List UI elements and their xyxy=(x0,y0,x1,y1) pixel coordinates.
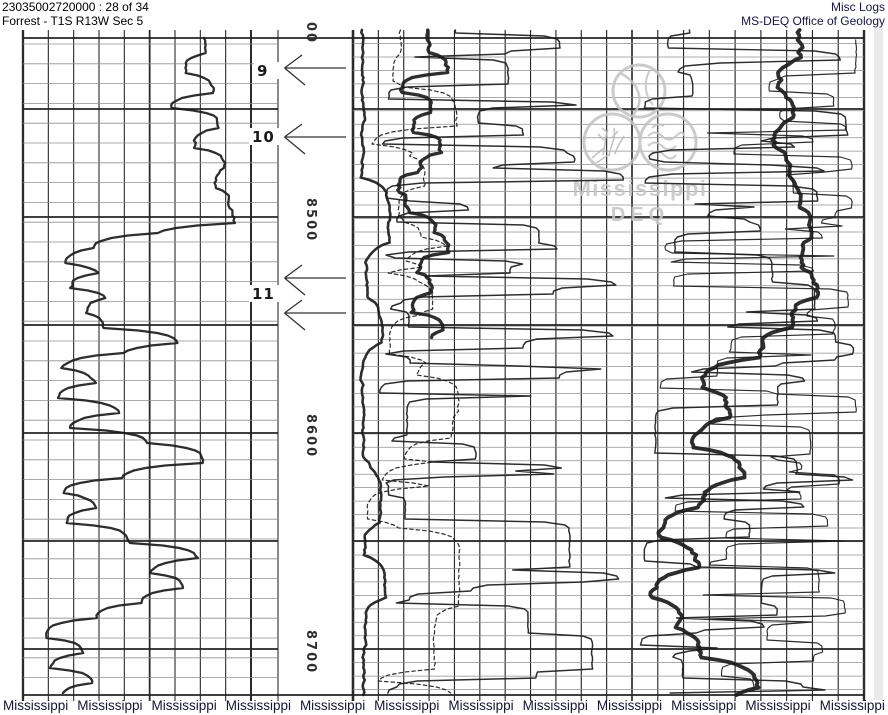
depth-marker-label: 9 xyxy=(257,62,269,80)
footer-watermark-text: Mississippi xyxy=(596,698,663,713)
depth-labels xyxy=(303,22,318,674)
footer-watermark-text: Mississippi xyxy=(299,698,366,713)
depth-label: 8500 xyxy=(303,198,318,243)
agency-label: MS-DEQ Office of Geology xyxy=(741,14,885,28)
footer-watermark-text: Mississippi xyxy=(225,698,291,713)
footer-watermark-row xyxy=(3,698,885,714)
footer-watermark-text: Mississippi xyxy=(3,698,69,713)
watermark-text-mississippi: Mississippi xyxy=(572,176,708,201)
depth-markers xyxy=(249,55,346,330)
depth-marker-label: 10 xyxy=(252,128,275,146)
footer-watermark-text: Mississippi xyxy=(374,698,440,713)
depth-marker-label: 11 xyxy=(252,285,275,303)
well-location-label: Forrest - T1S R13W Sec 5 xyxy=(2,14,144,28)
doc-id-page-label: 23035002720000 : 28 of 34 xyxy=(2,0,149,14)
footer-watermark-text: Mississippi xyxy=(745,698,811,713)
depth-label: 8700 xyxy=(303,630,318,675)
footer-watermark-text: Mississippi xyxy=(151,698,217,713)
collection-label: Misc Logs xyxy=(830,0,885,14)
footer-watermark-text: Mississippi xyxy=(671,698,737,713)
depth-label: 8600 xyxy=(303,414,318,459)
footer-watermark-text: Mississippi xyxy=(77,698,143,713)
watermark-text-deq: DEQ xyxy=(610,204,670,226)
footer-watermark-text: Mississippi xyxy=(522,698,588,713)
depth-label: 00 xyxy=(303,22,318,45)
deq-watermark xyxy=(572,65,707,226)
footer-watermark-text: Mississippi xyxy=(819,698,885,713)
footer-watermark-text: Mississippi xyxy=(448,698,514,713)
